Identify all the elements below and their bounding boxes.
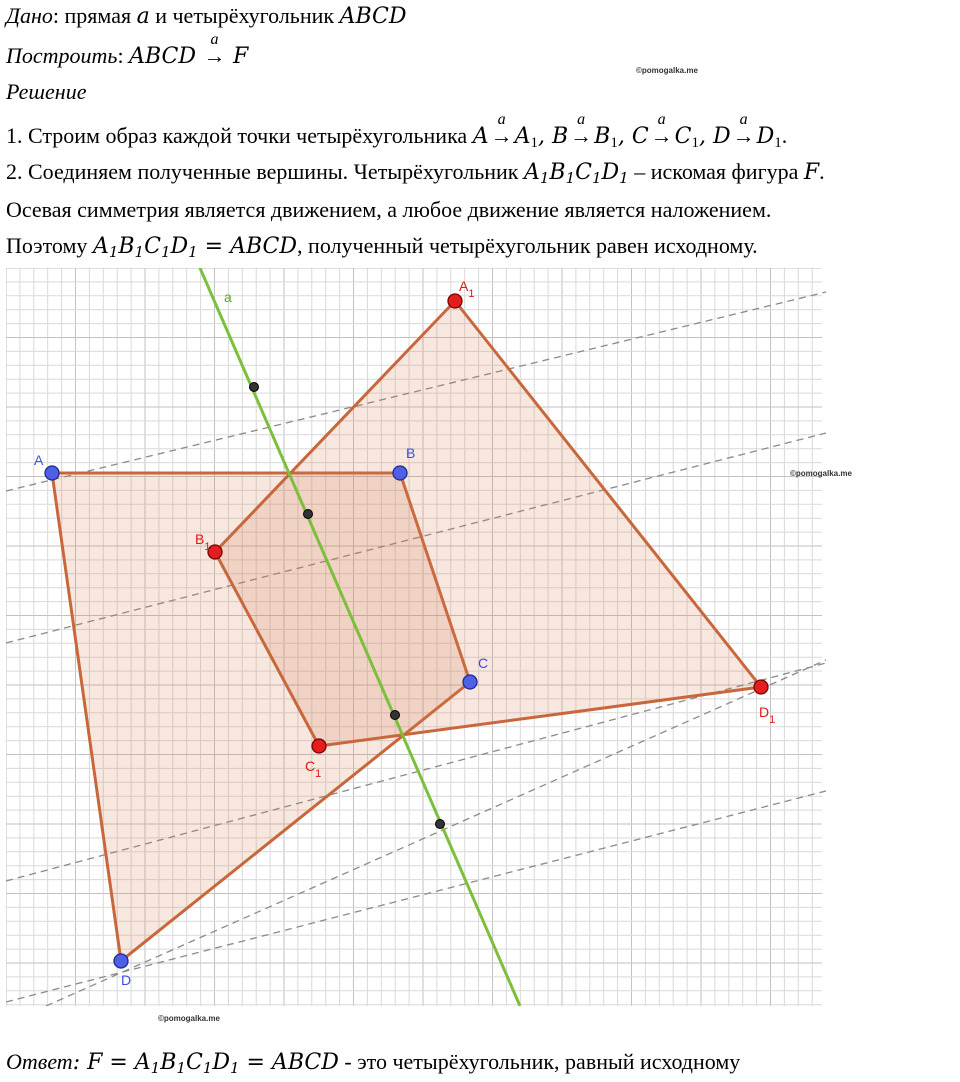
map-to-d: D bbox=[756, 124, 775, 149]
construction-figure bbox=[6, 268, 828, 1006]
given-line bbox=[6, 2, 407, 31]
map-from-b: B bbox=[551, 124, 569, 149]
label-c: C bbox=[478, 655, 489, 671]
remark-2-prefix: Поэтому bbox=[6, 233, 93, 258]
label-d: D bbox=[121, 972, 132, 988]
answer-eq-right: = ABCD bbox=[239, 1050, 339, 1075]
line-a-label: a bbox=[224, 289, 232, 305]
map-arrow: a → bbox=[651, 122, 673, 150]
construct-line bbox=[6, 31, 249, 71]
map-arrow: a → bbox=[733, 122, 755, 150]
answer-suffix: - это четырёхугольник, равный исходному bbox=[338, 1049, 741, 1074]
step-1: 1. Строим образ каждой точки четырёхугольника A a $\to A_1$, B a $\to B_1$, C a $\to C_1$, D a $\to D_1$. bbox=[6, 122, 787, 157]
label-d1: $D_1$ bbox=[759, 704, 776, 726]
quad-a1b1c1d1 bbox=[215, 301, 761, 746]
map-to-b: B bbox=[594, 124, 611, 149]
point-a bbox=[45, 466, 59, 480]
construct-sep: : bbox=[117, 43, 130, 68]
map-arrow-label: a bbox=[739, 111, 748, 128]
step-2-prefix: 2. Соединяем полученные вершины. Четырёхугольник bbox=[6, 159, 524, 184]
label-c1: $C_1$ bbox=[305, 758, 322, 780]
quad-image: $A_1B_1C_1D_1$ bbox=[523, 160, 629, 187]
answer-line bbox=[6, 1048, 740, 1082]
construct-arrow: a → bbox=[204, 42, 226, 70]
watermark-mid: ©pomogalka.me bbox=[790, 469, 852, 478]
label-a: A bbox=[34, 452, 44, 468]
step-2-figure: F bbox=[803, 160, 820, 185]
construct-quad: ABCD bbox=[129, 44, 197, 69]
map-from-a: A bbox=[472, 124, 489, 149]
given-line-name: a bbox=[136, 4, 150, 29]
step-1-prefix: 1. Строим образ каждой точки четырёхугольника bbox=[6, 123, 473, 148]
construct-target: F bbox=[233, 44, 249, 69]
solution-label: Решение bbox=[6, 79, 87, 104]
foot-point bbox=[304, 510, 313, 519]
construct-arrow-label: a bbox=[210, 31, 219, 48]
step-2-end: . bbox=[819, 159, 825, 184]
construct-label: Построить bbox=[6, 43, 118, 68]
remark-2-suffix: , полученный четырёхугольник равен исходному. bbox=[297, 233, 758, 258]
map-sub: 1 bbox=[610, 135, 618, 151]
foot-point bbox=[436, 820, 445, 829]
given-label: Дано bbox=[6, 3, 53, 28]
answer-label: Ответ bbox=[6, 1049, 73, 1074]
given-quad: ABCD bbox=[339, 4, 407, 29]
point-d1 bbox=[754, 680, 768, 694]
answer-eq: : F = bbox=[72, 1050, 135, 1075]
quadrilaterals bbox=[52, 301, 761, 961]
remark-2 bbox=[6, 232, 758, 266]
point-a1 bbox=[448, 294, 462, 308]
map-to-c: C bbox=[674, 124, 692, 149]
given-text-1: : прямая bbox=[52, 3, 137, 28]
remark-1: Осевая симметрия является движением, а любое движение является наложением. bbox=[6, 197, 772, 222]
map-sub: 1 bbox=[774, 135, 782, 151]
point-b bbox=[393, 466, 407, 480]
label-a1: $A_1$ bbox=[459, 278, 475, 300]
watermark-bottom: ©pomogalka.me bbox=[158, 1014, 220, 1023]
map-arrow-label: a bbox=[577, 111, 586, 128]
step-2-suffix: – искомая фигура bbox=[628, 159, 804, 184]
label-b1: $B_1$ bbox=[195, 531, 211, 553]
map-arrow-label: a bbox=[497, 111, 506, 128]
remark-2-quad-image: $A_1B_1C_1D_1$ bbox=[92, 234, 198, 261]
map-sub: 1 bbox=[691, 135, 700, 151]
answer-quad-image: $A_1B_1C_1D_1$ bbox=[134, 1050, 240, 1077]
watermark-top: ©pomogalka.me bbox=[636, 66, 698, 75]
point-d bbox=[114, 954, 128, 968]
map-sub: 1 bbox=[530, 135, 538, 151]
remark-2-eq-right: = ABCD bbox=[204, 234, 298, 259]
given-text-2: и четырёхугольник bbox=[149, 3, 340, 28]
map-arrow: a → bbox=[491, 122, 513, 150]
point-c bbox=[463, 675, 477, 689]
foot-point bbox=[250, 383, 259, 392]
map-from-d: D bbox=[713, 124, 731, 149]
foot-point bbox=[391, 711, 400, 720]
label-b: B bbox=[406, 445, 416, 461]
map-arrow: a → bbox=[570, 122, 592, 150]
map-to-a: A bbox=[514, 124, 531, 149]
map-arrow-label: a bbox=[657, 111, 666, 128]
point-c1 bbox=[312, 739, 326, 753]
step-2 bbox=[6, 158, 825, 192]
map-from-c: C bbox=[631, 124, 649, 149]
